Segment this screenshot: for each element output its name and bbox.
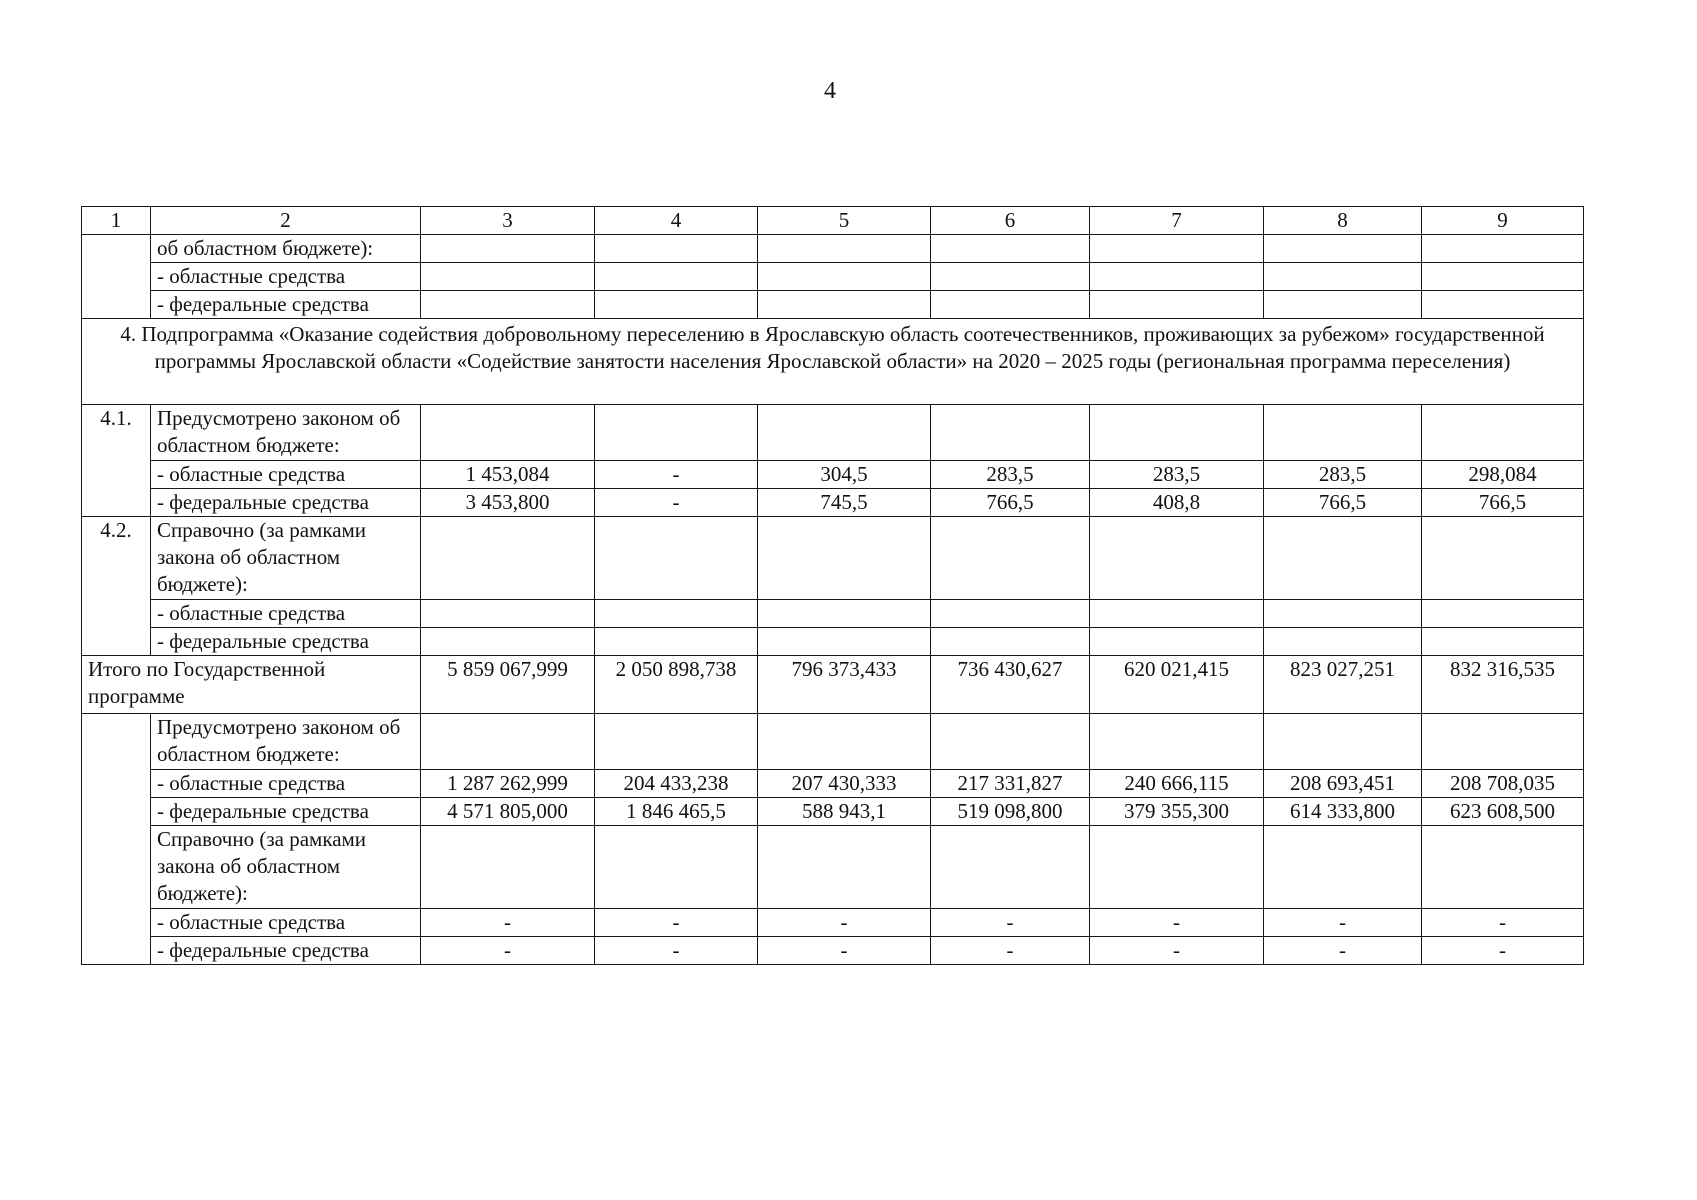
value-cell: 745,5 [758,489,931,517]
value-cell [1422,235,1584,263]
value-cell [1090,517,1264,600]
value-cell [421,291,595,319]
row-index: 4.1. [82,405,151,517]
value-cell: 283,5 [1090,461,1264,489]
value-cell [758,405,931,461]
value-cell: - [595,909,758,937]
value-cell [421,405,595,461]
table-row [82,235,1584,263]
row-label: - федеральные средства [151,628,421,656]
value-cell [1090,405,1264,461]
table-row [82,628,1584,656]
value-cell [1264,826,1422,909]
table-row [82,517,1584,600]
value-cell: 208 708,035 [1422,770,1584,798]
value-cell [595,628,758,656]
row-index: 4.2. [82,517,151,656]
table-row [82,405,1584,461]
value-cell: 620 021,415 [1090,656,1264,714]
index-cell [82,235,151,319]
value-cell [1264,235,1422,263]
value-cell: - [595,461,758,489]
section-title: 4. Подпрограмма «Оказание содействия добровольному переселению в Ярославскую область соотечественников, проживающих за рубежом» государственной программы Ярославской области «Содействие занятости населения Ярославской области» на 2020 – 2025 годы (региональная программа переселения) [82,319,1584,405]
value-cell [1264,291,1422,319]
section-row [82,319,1584,405]
value-cell [758,517,931,600]
value-cell: 283,5 [1264,461,1422,489]
value-cell: 4 571 805,000 [421,798,595,826]
value-cell [1422,628,1584,656]
value-cell [1090,628,1264,656]
value-cell [1264,600,1422,628]
table-row [82,770,1584,798]
table-row [82,798,1584,826]
header-cell: 8 [1264,207,1422,235]
value-cell [595,405,758,461]
header-cell: 9 [1422,207,1584,235]
value-cell: - [931,937,1090,965]
value-cell [1422,291,1584,319]
value-cell: 736 430,627 [931,656,1090,714]
table-row [82,826,1584,909]
value-cell: 614 333,800 [1264,798,1422,826]
value-cell [595,235,758,263]
table-row [82,600,1584,628]
value-cell [1090,263,1264,291]
value-cell [1090,600,1264,628]
value-cell: - [1264,909,1422,937]
value-cell [931,235,1090,263]
value-cell: 207 430,333 [758,770,931,798]
value-cell [931,826,1090,909]
row-label: - областные средства [151,600,421,628]
value-cell [421,517,595,600]
value-cell: - [421,937,595,965]
value-cell: 5 859 067,999 [421,656,595,714]
value-cell: 1 287 262,999 [421,770,595,798]
value-cell: 1 453,084 [421,461,595,489]
value-cell [1264,714,1422,770]
value-cell [595,291,758,319]
value-cell: 408,8 [1090,489,1264,517]
value-cell: 588 943,1 [758,798,931,826]
value-cell [931,291,1090,319]
value-cell: 796 373,433 [758,656,931,714]
value-cell [931,517,1090,600]
total-label: Итого по Государственной программе [82,656,421,714]
value-cell: - [931,909,1090,937]
value-cell: 208 693,451 [1264,770,1422,798]
row-label: - федеральные средства [151,291,421,319]
table-row [82,461,1584,489]
value-cell [1422,405,1584,461]
value-cell [421,600,595,628]
header-cell: 5 [758,207,931,235]
value-cell: 204 433,238 [595,770,758,798]
value-cell: - [595,937,758,965]
value-cell: 766,5 [1422,489,1584,517]
value-cell: 766,5 [1264,489,1422,517]
value-cell: 519 098,800 [931,798,1090,826]
header-cell: 7 [1090,207,1264,235]
value-cell [931,714,1090,770]
table-row [82,291,1584,319]
value-cell: 304,5 [758,461,931,489]
row-label: - областные средства [151,909,421,937]
value-cell: 623 608,500 [1422,798,1584,826]
value-cell: 766,5 [931,489,1090,517]
value-cell [931,628,1090,656]
row-label: - областные средства [151,263,421,291]
value-cell [1422,263,1584,291]
value-cell [421,714,595,770]
header-row [82,207,1584,235]
value-cell [1264,517,1422,600]
value-cell [595,714,758,770]
value-cell: - [758,909,931,937]
value-cell [758,826,931,909]
value-cell [421,826,595,909]
row-label: Предусмотрено законом об областном бюджете: [151,714,421,770]
row-label: - федеральные средства [151,489,421,517]
value-cell [595,600,758,628]
value-cell [1090,714,1264,770]
table-row [82,937,1584,965]
value-cell: - [758,937,931,965]
value-cell [1264,628,1422,656]
value-cell: - [1422,937,1584,965]
value-cell: 240 666,115 [1090,770,1264,798]
value-cell [1422,600,1584,628]
value-cell: - [1090,937,1264,965]
value-cell: - [1422,909,1584,937]
value-cell [421,235,595,263]
value-cell [1422,517,1584,600]
row-label: - областные средства [151,461,421,489]
value-cell [758,714,931,770]
value-cell: 298,084 [1422,461,1584,489]
header-cell: 3 [421,207,595,235]
value-cell [1264,263,1422,291]
value-cell [931,263,1090,291]
header-cell: 4 [595,207,758,235]
value-cell: - [1264,937,1422,965]
value-cell [931,405,1090,461]
row-label: Справочно (за рамками закона об областном бюджете): [151,517,421,600]
value-cell: 823 027,251 [1264,656,1422,714]
value-cell: 379 355,300 [1090,798,1264,826]
header-cell: 6 [931,207,1090,235]
value-cell: 3 453,800 [421,489,595,517]
value-cell [421,628,595,656]
row-label: - федеральные средства [151,798,421,826]
value-cell [1090,291,1264,319]
table-row [82,263,1584,291]
value-cell [595,263,758,291]
value-cell: - [595,489,758,517]
header-cell: 1 [82,207,151,235]
value-cell [758,235,931,263]
page-number: 4 [824,78,836,104]
value-cell [931,600,1090,628]
row-label: об областном бюджете): [151,235,421,263]
value-cell [758,263,931,291]
value-cell [595,517,758,600]
value-cell: 2 050 898,738 [595,656,758,714]
row-label: Предусмотрено законом об областном бюджете: [151,405,421,461]
row-label: - федеральные средства [151,937,421,965]
value-cell [758,291,931,319]
value-cell [421,263,595,291]
row-label: - областные средства [151,770,421,798]
value-cell [1422,714,1584,770]
value-cell: 1 846 465,5 [595,798,758,826]
value-cell [758,628,931,656]
budget-table [81,206,1584,965]
value-cell [1264,405,1422,461]
value-cell: 283,5 [931,461,1090,489]
value-cell: - [1090,909,1264,937]
value-cell: - [421,909,595,937]
table-row [82,714,1584,770]
value-cell [595,826,758,909]
index-cell [82,714,151,965]
row-label: Справочно (за рамками закона об областном бюджете): [151,826,421,909]
table-row [82,909,1584,937]
value-cell: 217 331,827 [931,770,1090,798]
header-cell: 2 [151,207,421,235]
value-cell [758,600,931,628]
table-row [82,489,1584,517]
value-cell [1422,826,1584,909]
value-cell: 832 316,535 [1422,656,1584,714]
value-cell [1090,235,1264,263]
total-row [82,656,1584,714]
value-cell [1090,826,1264,909]
